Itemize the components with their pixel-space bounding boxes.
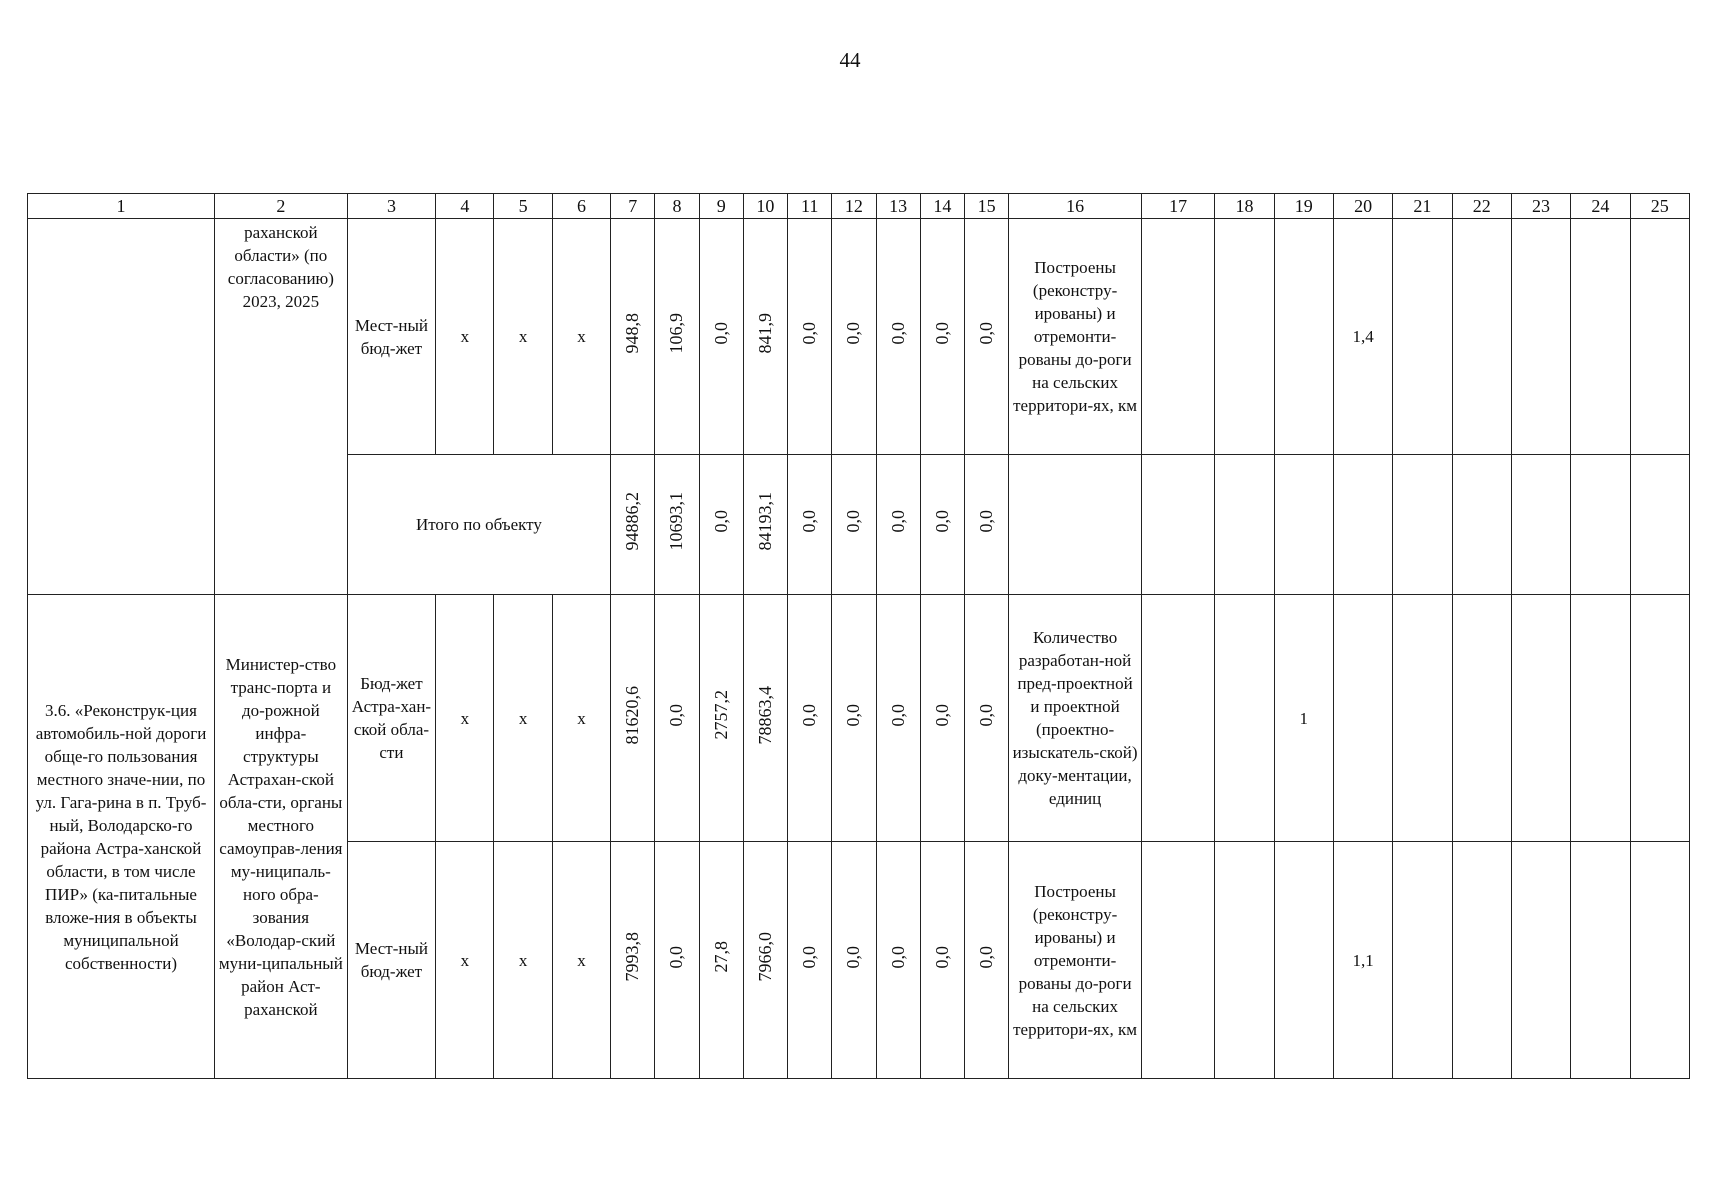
amount: 0,0 [799, 945, 820, 969]
amount: 7993,8 [622, 932, 643, 982]
cell: x [436, 842, 494, 1079]
page-number: 44 [839, 48, 861, 72]
executor-cell: раханской области» (по согласованию) 2023, 2025 [215, 219, 348, 595]
col-num: 24 [1571, 194, 1630, 219]
amount: 0,0 [843, 703, 864, 727]
amount: 2757,2 [710, 690, 731, 740]
cell: x [494, 842, 552, 1079]
cell [1452, 219, 1511, 455]
amount: 0,0 [976, 945, 997, 969]
col-num: 16 [1009, 194, 1142, 219]
indicator-cell: Количество разработан-ной пред-проектной и проектной (проектно-изыскатель-ской) доку-ментации, единиц [1009, 595, 1142, 842]
cell [1141, 842, 1214, 1079]
col-num: 5 [494, 194, 552, 219]
cell: x [552, 842, 610, 1079]
object-name-cell: 3.6. «Реконструк-ция автомобиль-ной дороги обще-го пользования местного значе-нии, по ул. Гага-рина в п. Труб-ный, Володарско-го района Астра-ханской области, в том числе ПИР» (ка-питальные вложе-ния в объекты муниципальной собственности) [28, 595, 215, 1079]
amount: 81620,6 [622, 685, 643, 745]
cell [1141, 595, 1214, 842]
cell [1630, 219, 1690, 455]
cell: x [436, 219, 494, 455]
col-num: 4 [436, 194, 494, 219]
cell [1630, 595, 1690, 842]
col-num: 15 [964, 194, 1008, 219]
col-num: 25 [1630, 194, 1690, 219]
col-num: 11 [788, 194, 832, 219]
cell [1393, 219, 1452, 455]
cell [1630, 455, 1690, 595]
table-row [28, 219, 1690, 455]
amount: 0,0 [887, 703, 908, 727]
cell [1393, 455, 1452, 595]
col-num: 21 [1393, 194, 1452, 219]
col-num: 14 [920, 194, 964, 219]
col-num: 18 [1215, 194, 1274, 219]
cell [1630, 842, 1690, 1079]
amount: 78863,4 [754, 685, 775, 745]
amount: 94886,2 [622, 492, 643, 551]
amount: 0,0 [931, 322, 952, 345]
col-num: 22 [1452, 194, 1511, 219]
cell [1511, 595, 1570, 842]
col-num: 3 [347, 194, 435, 219]
amount: 0,0 [799, 510, 820, 533]
funding-source: Бюд-жет Астра-хан-ской обла-сти [347, 595, 435, 842]
amount: 0,0 [666, 945, 687, 969]
amount: 0,0 [887, 510, 908, 533]
amount: 0,0 [931, 945, 952, 969]
cell [1215, 842, 1274, 1079]
cell [1274, 842, 1333, 1079]
cell: x [552, 595, 610, 842]
amount: 106,9 [666, 313, 687, 354]
cell [1511, 455, 1570, 595]
total-label: Итого по объекту [347, 455, 610, 595]
col-num: 12 [832, 194, 876, 219]
amount: 7966,0 [754, 932, 775, 982]
cell [1452, 595, 1511, 842]
cell [1452, 842, 1511, 1079]
cell [1571, 219, 1630, 455]
funding-source: Мест-ный бюд-жет [347, 842, 435, 1079]
col-num: 9 [699, 194, 743, 219]
col-num: 19 [1274, 194, 1333, 219]
col-num: 7 [611, 194, 655, 219]
amount: 841,9 [754, 313, 775, 354]
col-num: 2 [215, 194, 348, 219]
amount: 0,0 [931, 510, 952, 533]
amount: 0,0 [843, 945, 864, 969]
col-num: 1 [28, 194, 215, 219]
amount: 27,8 [710, 941, 731, 973]
executor-cell: Министер-ство транс-порта и до-рожной инфра-структуры Астрахан-ской обла-сти, органы местного самоуправ-ления му-ниципаль-ного обра-зования «Володар-ский муни-ципальный район Аст-раханской [215, 595, 348, 1079]
funding-source: Мест-ный бюд-жет [347, 219, 435, 455]
amount: 84193,1 [754, 492, 775, 551]
amount: 0,0 [799, 322, 820, 345]
col-num: 23 [1511, 194, 1570, 219]
col-num: 6 [552, 194, 610, 219]
col-num: 20 [1333, 194, 1392, 219]
cell [1452, 455, 1511, 595]
cell [1141, 455, 1214, 595]
amount: 0,0 [976, 510, 997, 533]
name-cell [28, 219, 215, 595]
budget-table [27, 193, 1690, 1079]
amount: 0,0 [931, 703, 952, 727]
amount: 0,0 [843, 510, 864, 533]
amount: 0,0 [887, 322, 908, 345]
col-num: 8 [655, 194, 699, 219]
col-num: 10 [743, 194, 787, 219]
indicator-cell: Построены (реконстру-ированы) и отремонти-рованы до-роги на сельских территори-ях, км [1009, 219, 1142, 455]
cell [1571, 842, 1630, 1079]
cell [1215, 455, 1274, 595]
cell: x [494, 219, 552, 455]
amount: 0,0 [843, 322, 864, 345]
amount: 0,0 [666, 703, 687, 727]
amount: 0,0 [887, 945, 908, 969]
cell: 1,1 [1333, 842, 1392, 1079]
cell [1571, 595, 1630, 842]
cell [1393, 595, 1452, 842]
amount: 0,0 [710, 322, 731, 345]
cell [1333, 595, 1392, 842]
cell [1215, 595, 1274, 842]
amount: 10693,1 [666, 492, 687, 551]
amount: 0,0 [799, 703, 820, 727]
cell [1571, 455, 1630, 595]
cell: x [552, 219, 610, 455]
table-row [28, 595, 1690, 842]
cell [1274, 455, 1333, 595]
cell: 1 [1274, 595, 1333, 842]
cell [1141, 219, 1214, 455]
cell: 1,4 [1333, 219, 1392, 455]
cell [1393, 842, 1452, 1079]
column-number-row [28, 194, 1690, 219]
indicator-cell: Построены (реконстру-ированы) и отремонти-рованы до-роги на сельских территори-ях, км [1009, 842, 1142, 1079]
cell [1511, 842, 1570, 1079]
cell [1009, 455, 1142, 595]
cell [1333, 455, 1392, 595]
cell [1215, 219, 1274, 455]
cell [1511, 219, 1570, 455]
amount: 0,0 [710, 510, 731, 533]
col-num: 17 [1141, 194, 1214, 219]
cell: x [494, 595, 552, 842]
amount: 0,0 [976, 322, 997, 345]
cell: x [436, 595, 494, 842]
amount: 948,8 [622, 313, 643, 354]
cell [1274, 219, 1333, 455]
amount: 0,0 [976, 703, 997, 727]
col-num: 13 [876, 194, 920, 219]
